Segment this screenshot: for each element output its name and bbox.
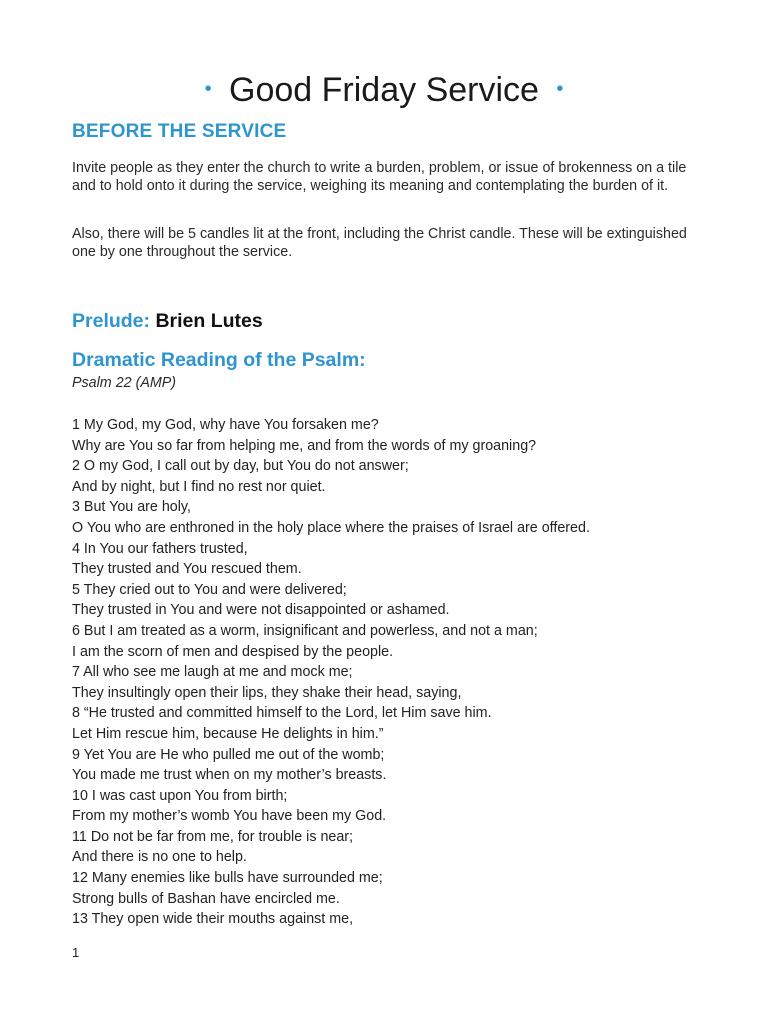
psalm-line: 6 But I am treated as a worm, insignificant and powerless, and not a man; <box>72 622 538 639</box>
prelude-line <box>72 310 263 333</box>
page-number: 1 <box>72 945 80 960</box>
psalm-line: Strong bulls of Bashan have encircled me. <box>72 890 340 907</box>
psalm-line: And there is no one to help. <box>72 849 247 866</box>
psalm-verses <box>72 415 590 930</box>
before-service-paragraph-2: Also, there will be 5 candles lit at the front, including the Christ candle. These will be extinguished one by one throughout the service. <box>72 226 687 260</box>
page-title <box>72 68 696 114</box>
prelude-performer: Brien Lutes <box>155 310 263 332</box>
psalm-line: 9 Yet You are He who pulled me out of the womb; <box>72 746 385 763</box>
psalm-line: You made me trust when on my mother’s breasts. <box>72 767 387 784</box>
psalm-line: And by night, but I find no rest nor quiet. <box>72 478 326 495</box>
psalm-line: 3 But You are holy, <box>72 499 191 516</box>
psalm-line: 7 All who see me laugh at me and mock me; <box>72 664 353 681</box>
before-service-paragraph-1: Invite people as they enter the church to write a burden, problem, or issue of brokenness on a tile and to hold onto it during the service, weighing its meaning and contemplating the burden of it. <box>72 160 687 194</box>
psalm-line: Why are You so far from helping me, and from the words of my groaning? <box>72 437 537 454</box>
psalm-line: 1 My God, my God, why have You forsaken me? <box>72 417 379 433</box>
psalm-line: They trusted and You rescued them. <box>72 561 302 578</box>
psalm-line: 13 They open wide their mouths against me, <box>72 911 354 928</box>
title-bullet-right: • <box>556 78 564 101</box>
reading-reference: Psalm 22 (AMP) <box>72 375 177 391</box>
psalm-line: 10 I was cast upon You from birth; <box>72 787 288 804</box>
before-service-heading: BEFORE THE SERVICE <box>72 121 287 142</box>
title-text: Good Friday Service <box>229 71 539 109</box>
psalm-line: They insultingly open their lips, they shake their head, saying, <box>72 684 462 701</box>
psalm-line: Let Him rescue him, because He delights in him.” <box>72 725 384 742</box>
psalm-line: From my mother’s womb You have been my God. <box>72 808 387 825</box>
psalm-line: 5 They cried out to You and were delivered; <box>72 581 347 598</box>
psalm-line: 12 Many enemies like bulls have surrounded me; <box>72 870 383 887</box>
reading-heading: Dramatic Reading of the Psalm: <box>72 349 366 371</box>
title-bullet-left: • <box>204 78 212 101</box>
psalm-line: 8 “He trusted and committed himself to the Lord, let Him save him. <box>72 705 492 722</box>
psalm-line: 11 Do not be far from me, for trouble is near; <box>72 828 354 845</box>
psalm-line: 2 O my God, I call out by day, but You do not answer; <box>72 458 409 475</box>
prelude-label: Prelude: <box>72 310 151 332</box>
psalm-line: They trusted in You and were not disappointed or ashamed. <box>72 602 450 619</box>
psalm-line: 4 In You our fathers trusted, <box>72 540 248 557</box>
psalm-line: I am the scorn of men and despised by the people. <box>72 643 394 660</box>
psalm-line: O You who are enthroned in the holy place where the praises of Israel are offered. <box>72 519 590 536</box>
